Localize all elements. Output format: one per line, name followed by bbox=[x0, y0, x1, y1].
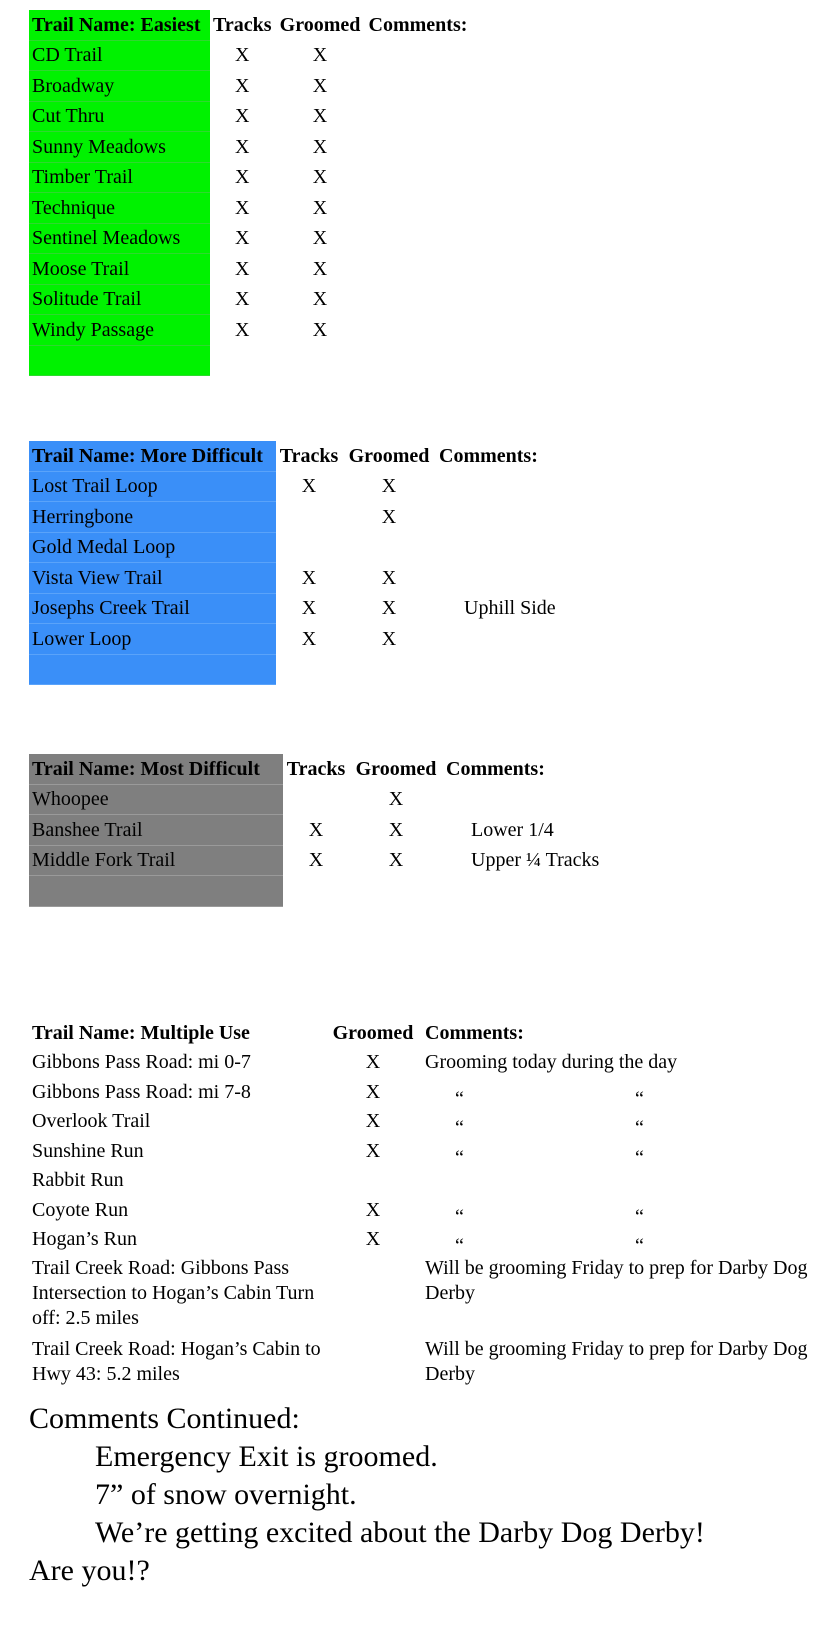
comments-header: Comments: bbox=[446, 758, 545, 780]
more-difficult-trails-section bbox=[29, 441, 636, 685]
ditto-mark: “ bbox=[635, 1117, 644, 1140]
trail-name: Gibbons Pass Road: mi 0-7 bbox=[32, 1051, 251, 1074]
tracks-mark: X bbox=[308, 818, 324, 841]
easiest-trails-section bbox=[29, 10, 566, 376]
trail-name: Josephs Creek Trail bbox=[29, 593, 276, 624]
trail-comment: Grooming today during the day bbox=[425, 1051, 678, 1074]
groomed-mark: X bbox=[365, 1080, 381, 1103]
easiest-trails-table bbox=[29, 10, 566, 376]
groomed-mark: X bbox=[312, 135, 328, 158]
groomed-mark: X bbox=[381, 505, 397, 528]
groomed-mark bbox=[324, 1166, 422, 1196]
groomed-mark: X bbox=[312, 257, 328, 280]
groomed-mark bbox=[324, 1254, 422, 1335]
trail-comment bbox=[366, 315, 566, 346]
table-row bbox=[29, 1107, 812, 1137]
ditto-mark: “ bbox=[455, 1205, 464, 1228]
multiple-use-trails-table bbox=[29, 1018, 812, 1391]
groomed-mark: X bbox=[381, 566, 397, 589]
tracks-mark bbox=[283, 876, 349, 907]
groomed-mark bbox=[342, 654, 436, 685]
trail-name: Windy Passage bbox=[29, 315, 210, 346]
ditto-mark: “ bbox=[455, 1087, 464, 1110]
table-row bbox=[29, 471, 636, 502]
trail-name: Vista View Trail bbox=[29, 563, 276, 594]
trail-comment bbox=[366, 223, 566, 254]
trail-name: Trail Creek Road: Hogan’s Cabin to Hwy 43: 5.2 miles bbox=[32, 1338, 321, 1385]
groomed-header: Groomed bbox=[332, 1021, 414, 1044]
note-closing: Are you!? bbox=[29, 1554, 150, 1587]
ditto-mark: “ bbox=[635, 1235, 644, 1258]
trail-comment bbox=[436, 502, 636, 533]
comments-continued bbox=[29, 1400, 829, 1590]
table-header-row bbox=[29, 754, 663, 784]
trail-comment: Will be grooming Friday to prep for Darby Dog Derby bbox=[425, 1257, 808, 1304]
trail-name: Middle Fork Trail bbox=[29, 845, 283, 876]
trail-name: Sunshine Run bbox=[32, 1139, 144, 1162]
trail-comment bbox=[436, 624, 636, 655]
groomed-mark: X bbox=[312, 196, 328, 219]
table-row bbox=[29, 593, 636, 624]
trail-comment bbox=[436, 471, 636, 502]
tracks-header: Tracks bbox=[213, 14, 272, 36]
table-row bbox=[29, 1254, 812, 1335]
table-row bbox=[29, 162, 566, 193]
tracks-mark: X bbox=[308, 849, 324, 872]
trail-name bbox=[29, 876, 283, 907]
table-row bbox=[29, 223, 566, 254]
trail-comment bbox=[422, 1107, 812, 1140]
tracks-mark bbox=[276, 654, 342, 685]
table-row bbox=[29, 1225, 812, 1255]
groomed-mark bbox=[324, 1335, 422, 1391]
trail-name: Sunny Meadows bbox=[29, 132, 210, 163]
table-header-row bbox=[29, 441, 636, 471]
groomed-mark: X bbox=[312, 166, 328, 189]
trail-name: Herringbone bbox=[29, 502, 276, 533]
groomed-mark: X bbox=[365, 1139, 381, 1162]
groomed-mark: X bbox=[312, 227, 328, 250]
trail-comment bbox=[366, 193, 566, 224]
note-line: 7” of snow overnight. bbox=[95, 1478, 357, 1511]
trail-comment: Upper ¼ Tracks bbox=[471, 849, 600, 872]
tracks-mark: X bbox=[301, 597, 317, 620]
trail-name bbox=[29, 654, 276, 685]
tracks-mark: X bbox=[235, 318, 250, 341]
table-row bbox=[29, 101, 566, 132]
table-header-row bbox=[29, 1018, 812, 1048]
groomed-header: Groomed bbox=[279, 14, 361, 36]
tracks-mark: X bbox=[235, 74, 250, 97]
trail-comment bbox=[422, 1195, 812, 1228]
tracks-mark: X bbox=[235, 196, 250, 219]
ditto-mark: “ bbox=[635, 1087, 644, 1110]
trail-name: Broadway bbox=[29, 71, 210, 102]
table-row bbox=[29, 784, 663, 815]
table-row bbox=[29, 71, 566, 102]
groomed-mark: X bbox=[388, 788, 404, 811]
note-line: We’re getting excited about the Darby Dog Derby! bbox=[95, 1516, 705, 1549]
ditto-mark: “ bbox=[455, 1146, 464, 1169]
tracks-mark bbox=[276, 502, 342, 533]
table-row bbox=[29, 876, 663, 907]
groomed-mark: X bbox=[365, 1198, 381, 1221]
trail-comment: Uphill Side bbox=[464, 597, 556, 620]
trail-name: Lost Trail Loop bbox=[29, 471, 276, 502]
table-row bbox=[29, 284, 566, 315]
groomed-header: Groomed bbox=[348, 445, 430, 467]
trail-comment bbox=[366, 132, 566, 163]
trail-name: Cut Thru bbox=[29, 101, 210, 132]
ditto-mark: “ bbox=[635, 1205, 644, 1228]
groomed-mark: X bbox=[388, 849, 404, 872]
trail-name: Overlook Trail bbox=[32, 1110, 151, 1133]
trail-comment bbox=[443, 876, 663, 907]
trail-comment bbox=[366, 162, 566, 193]
trail-comment bbox=[366, 40, 566, 71]
most-difficult-trails-table bbox=[29, 754, 663, 907]
table-row bbox=[29, 1077, 812, 1107]
table-row bbox=[29, 624, 636, 655]
groomed-mark: X bbox=[312, 105, 328, 128]
trail-name: Banshee Trail bbox=[29, 815, 283, 846]
trail-comment bbox=[436, 563, 636, 594]
table-header-row bbox=[29, 10, 566, 40]
table-row bbox=[29, 654, 636, 685]
groomed-mark: X bbox=[365, 1228, 381, 1251]
trail-name: Hogan’s Run bbox=[32, 1228, 137, 1251]
trail-name: Rabbit Run bbox=[32, 1169, 124, 1192]
tracks-mark: X bbox=[235, 257, 250, 280]
tracks-mark: X bbox=[235, 44, 250, 67]
table-row bbox=[29, 1166, 812, 1196]
comments-header: Comments: bbox=[425, 1021, 524, 1044]
table-row bbox=[29, 1195, 812, 1225]
trail-name: Moose Trail bbox=[29, 254, 210, 285]
groomed-mark: X bbox=[365, 1110, 381, 1133]
table-row bbox=[29, 502, 636, 533]
tracks-mark: X bbox=[235, 135, 250, 158]
groomed-mark: X bbox=[312, 74, 328, 97]
groomed-header: Groomed bbox=[355, 758, 437, 780]
groomed-mark bbox=[342, 532, 436, 563]
trail-name-header: Trail Name: Most Difficult bbox=[29, 754, 283, 784]
trail-comment bbox=[436, 532, 636, 563]
tracks-mark: X bbox=[235, 166, 250, 189]
groomed-mark: X bbox=[381, 597, 397, 620]
trail-name-header: Trail Name: Easiest bbox=[29, 10, 210, 40]
groomed-mark bbox=[349, 876, 443, 907]
table-row bbox=[29, 563, 636, 594]
tracks-mark: X bbox=[235, 105, 250, 128]
table-row bbox=[29, 315, 566, 346]
tracks-mark: X bbox=[235, 288, 250, 311]
trail-comment bbox=[436, 654, 636, 685]
trail-comment bbox=[366, 71, 566, 102]
trail-name: Whoopee bbox=[29, 784, 283, 815]
trail-comment bbox=[443, 784, 663, 815]
trail-comment bbox=[422, 1136, 812, 1169]
tracks-mark: X bbox=[235, 227, 250, 250]
tracks-header: Tracks bbox=[286, 758, 346, 780]
tracks-mark: X bbox=[301, 475, 317, 498]
ditto-mark: “ bbox=[455, 1235, 464, 1258]
trail-name-header: Trail Name: Multiple Use bbox=[32, 1021, 250, 1044]
ditto-mark: “ bbox=[635, 1146, 644, 1169]
table-row bbox=[29, 1335, 812, 1391]
trail-comment bbox=[366, 345, 566, 376]
groomed-mark: X bbox=[312, 288, 328, 311]
trail-comment bbox=[366, 101, 566, 132]
table-row bbox=[29, 845, 663, 876]
comments-header: Comments: bbox=[439, 445, 538, 467]
multiple-use-trails-section bbox=[29, 1018, 812, 1391]
tracks-header: Tracks bbox=[279, 445, 339, 467]
tracks-mark bbox=[283, 784, 349, 815]
table-row bbox=[29, 1048, 812, 1078]
trail-name: Coyote Run bbox=[32, 1198, 129, 1221]
groomed-mark: X bbox=[381, 475, 397, 498]
table-row bbox=[29, 193, 566, 224]
note-line: Emergency Exit is groomed. bbox=[95, 1440, 438, 1473]
tracks-mark: X bbox=[301, 627, 317, 650]
tracks-mark bbox=[276, 532, 342, 563]
tracks-mark bbox=[210, 345, 275, 376]
trail-name: Trail Creek Road: Gibbons Pass Intersection to Hogan’s Cabin Turn off: 2.5 miles bbox=[32, 1257, 315, 1329]
table-row bbox=[29, 40, 566, 71]
more-difficult-trails-table bbox=[29, 441, 636, 685]
comments-continued-heading: Comments Continued: bbox=[29, 1402, 300, 1435]
table-row bbox=[29, 132, 566, 163]
table-row bbox=[29, 345, 566, 376]
table-row bbox=[29, 254, 566, 285]
trail-name bbox=[29, 345, 210, 376]
trail-comment bbox=[422, 1077, 812, 1110]
trail-name: Gold Medal Loop bbox=[29, 532, 276, 563]
trail-comment: Lower 1/4 bbox=[471, 818, 554, 841]
trail-name: Timber Trail bbox=[29, 162, 210, 193]
comments-header: Comments: bbox=[368, 14, 468, 36]
groomed-mark: X bbox=[381, 627, 397, 650]
trail-name: CD Trail bbox=[29, 40, 210, 71]
trail-name: Solitude Trail bbox=[29, 284, 210, 315]
groomed-mark bbox=[275, 345, 366, 376]
trail-name: Technique bbox=[29, 193, 210, 224]
trail-comment bbox=[366, 284, 566, 315]
table-row bbox=[29, 532, 636, 563]
trail-name: Gibbons Pass Road: mi 7-8 bbox=[32, 1080, 251, 1103]
trail-name-header: Trail Name: More Difficult bbox=[29, 441, 276, 471]
most-difficult-trails-section bbox=[29, 754, 663, 907]
trail-name: Sentinel Meadows bbox=[29, 223, 210, 254]
trail-comment: Will be grooming Friday to prep for Darby Dog Derby bbox=[425, 1338, 808, 1385]
table-row bbox=[29, 815, 663, 846]
tracks-mark: X bbox=[301, 566, 317, 589]
groomed-mark: X bbox=[312, 318, 328, 341]
trail-comment bbox=[422, 1225, 812, 1258]
groomed-mark: X bbox=[312, 44, 328, 67]
table-row bbox=[29, 1136, 812, 1166]
trail-name: Lower Loop bbox=[29, 624, 276, 655]
trail-comment bbox=[422, 1166, 812, 1196]
groomed-mark: X bbox=[388, 818, 404, 841]
ditto-mark: “ bbox=[455, 1117, 464, 1140]
groomed-mark: X bbox=[365, 1051, 381, 1074]
trail-comment bbox=[366, 254, 566, 285]
